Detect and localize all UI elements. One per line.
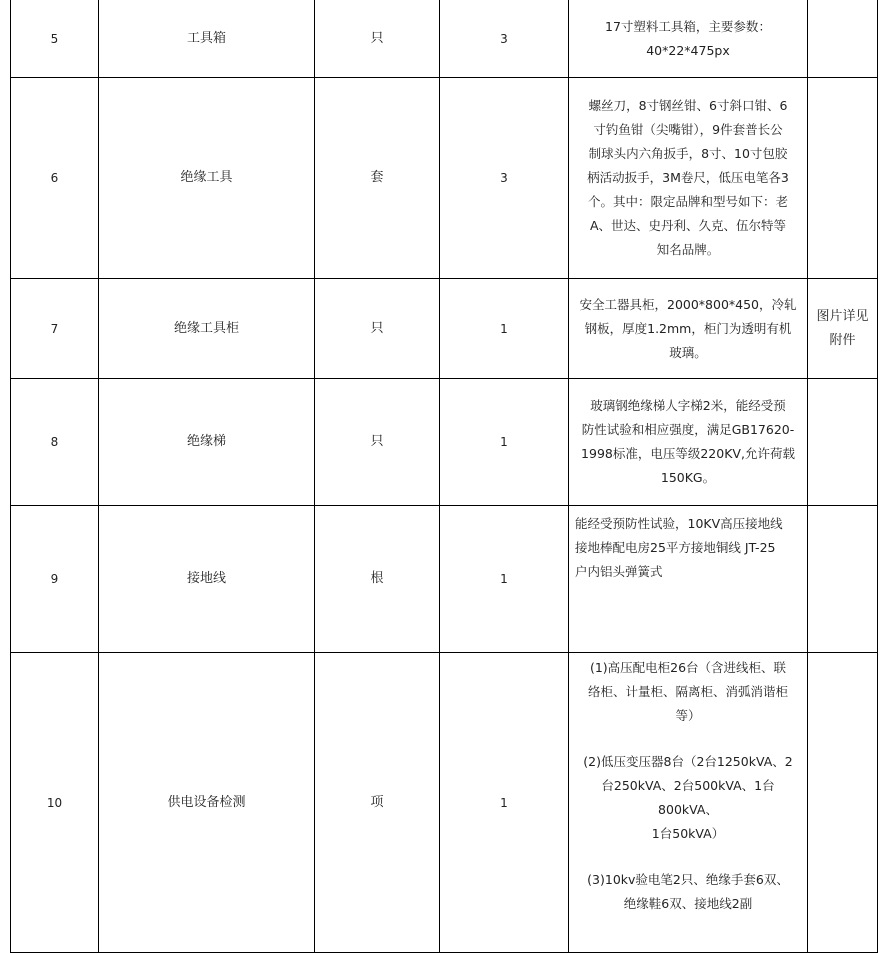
item-name: 接地线	[99, 506, 315, 653]
spec-line: 1998标准，电压等级220KV,允许荷载	[581, 446, 795, 461]
note-line: 附件	[829, 332, 856, 348]
spec-line: 1台50kVA）	[651, 826, 725, 841]
spec-line: 柄活动扳手，3M卷尺，低压电笔各3	[587, 170, 789, 185]
item-unit: 只	[315, 279, 440, 379]
spec-line: 能经受预防性试验，10KV高压接地线	[575, 516, 783, 531]
item-note	[808, 78, 878, 279]
item-note	[808, 279, 878, 379]
spec-line: 接地棒配电房25平方接地铜线 JT-25	[575, 540, 776, 555]
table-row	[11, 0, 878, 78]
item-note	[808, 506, 878, 653]
spec-line: (3)10kv验电笔2只、绝缘手套6双、	[587, 872, 789, 887]
item-quantity: 3	[440, 0, 569, 78]
item-name: 绝缘工具	[99, 78, 315, 279]
item-name: 供电设备检测	[99, 653, 315, 953]
spec-line: 安全工器具柜，2000*800*450，冷轧	[579, 296, 797, 312]
table-row	[11, 78, 878, 279]
spec-line: 绝缘鞋6双、接地线2副	[623, 896, 753, 911]
spec-line: 40*22*475px	[646, 42, 730, 58]
item-name: 工具箱	[99, 0, 315, 78]
table-row	[11, 279, 878, 379]
spec-line: 防性试验和相应强度，满足GB17620-	[581, 422, 795, 437]
item-note	[808, 379, 878, 506]
equipment-table	[10, 0, 878, 953]
table-row	[11, 506, 878, 653]
row-number: 7	[11, 279, 99, 379]
spec-line: 玻璃。	[669, 344, 707, 360]
table-row	[11, 379, 878, 506]
spec-line: 户内铝头弹簧式	[575, 564, 663, 579]
row-number: 5	[11, 0, 99, 78]
item-quantity: 3	[440, 78, 569, 279]
item-unit: 根	[315, 506, 440, 653]
item-note	[808, 0, 878, 78]
spec-line: 寸钓鱼钳（尖嘴钳），9件套普长公	[593, 122, 783, 137]
spec-line: 络柜、计量柜、隔离柜、消弧消谐柜	[587, 684, 788, 699]
spec-line: 知名品牌。	[656, 242, 720, 257]
spec-line: A、世达、史丹利、久克、伍尔特等	[589, 218, 787, 233]
row-number: 9	[11, 506, 99, 653]
spec-line: 螺丝刀，8寸钢丝钳、6寸斜口钳、6	[588, 98, 788, 113]
item-unit: 项	[315, 653, 440, 953]
item-quantity: 1	[440, 506, 569, 653]
item-name: 绝缘梯	[99, 379, 315, 506]
item-spec	[569, 0, 808, 78]
spec-line: (1)高压配电柜26台（含进线柜、联	[589, 660, 787, 675]
item-name: 绝缘工具柜	[99, 279, 315, 379]
item-spec	[569, 279, 808, 379]
spec-line: 等）	[675, 708, 701, 723]
item-note	[808, 653, 878, 953]
item-quantity: 1	[440, 379, 569, 506]
item-spec	[569, 379, 808, 506]
spec-line: 150KG。	[660, 470, 716, 485]
row-number: 8	[11, 379, 99, 506]
spec-line: 钢板，厚度1.2mm，柜门为透明有机	[584, 320, 792, 336]
spec-line: 个。其中：限定品牌和型号如下：老	[587, 194, 788, 209]
item-unit: 只	[315, 0, 440, 78]
spec-line: 17寸塑料工具箱，主要参数：	[605, 18, 771, 34]
item-quantity: 1	[440, 279, 569, 379]
note-line: 图片详见	[816, 308, 869, 324]
row-number: 10	[11, 653, 99, 953]
spec-line: 台250kVA、2台500kVA、1台800kVA、	[601, 778, 775, 817]
item-spec	[569, 506, 808, 653]
item-unit: 套	[315, 78, 440, 279]
spec-line: (2)低压变压器8台（2台1250kVA、2	[583, 754, 793, 769]
row-number: 6	[11, 78, 99, 279]
spec-line: 制球头内六角扳手，8寸、10寸包胶	[588, 146, 788, 161]
paragraph-gap	[575, 846, 801, 868]
item-quantity: 1	[440, 653, 569, 953]
item-spec	[569, 653, 808, 953]
spec-line: 玻璃钢绝缘梯人字梯2米，能经受预	[590, 398, 786, 413]
table-row	[11, 653, 878, 953]
item-spec	[569, 78, 808, 279]
item-unit: 只	[315, 379, 440, 506]
paragraph-gap	[575, 728, 801, 750]
